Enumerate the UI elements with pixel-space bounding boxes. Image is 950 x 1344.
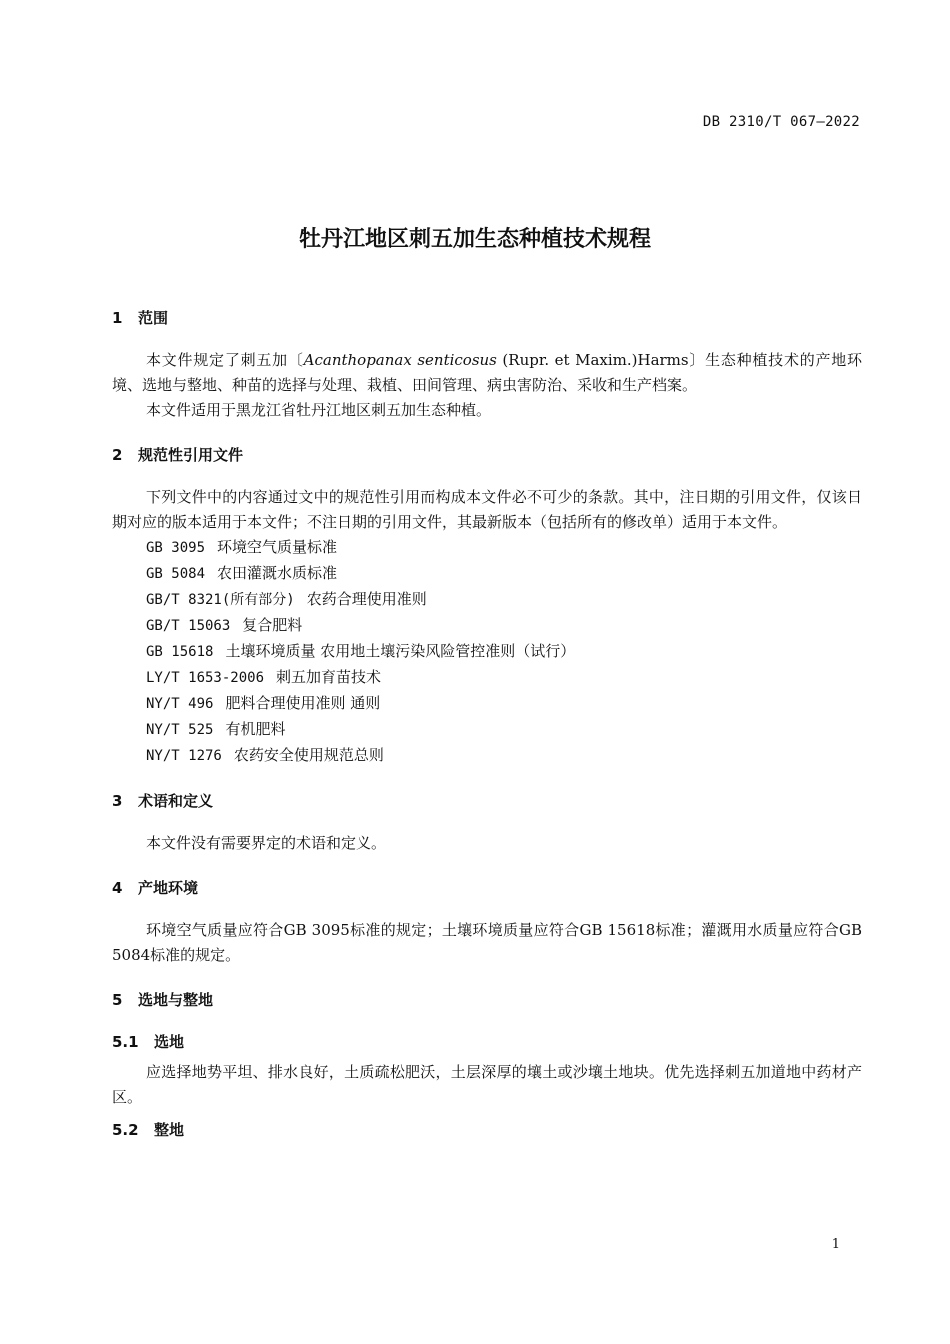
paragraph — [112, 348, 862, 398]
reference-item — [112, 613, 862, 639]
reference-code: GB/T 8321(所有部分) — [146, 592, 295, 608]
section-number: 5 — [112, 991, 123, 1009]
paragraph-text: 本文件规定了刺五加〔 — [146, 351, 304, 369]
page-number: 1 — [831, 1237, 840, 1252]
document-body — [112, 300, 862, 1148]
paragraph: 环境空气质量应符合GB 3095标准的规定；土壤环境质量应符合GB 15618标准；灌溉用水质量应符合GB 5084标准的规定。 — [112, 921, 862, 964]
reference-name: 土壤环境质量 农用地土壤污染风险管控准则（试行） — [225, 642, 576, 660]
paragraph: 下列文件中的内容通过文中的规范性引用而构成本文件必不可少的条款。其中，注日期的引用文件，仅该日期对应的版本适用于本文件；不注日期的引用文件，其最新版本（包括所有的修改单）适用于本文件。 — [112, 488, 862, 531]
reference-name: 刺五加育苗技术 — [276, 668, 382, 686]
reference-name: 农田灌溉水质标准 — [217, 564, 338, 582]
subsection-title: 整地 — [154, 1121, 185, 1139]
section-title: 范围 — [138, 309, 169, 327]
reference-name: 有机肥料 — [225, 720, 286, 738]
reference-name: 环境空气质量标准 — [217, 538, 338, 556]
paragraph: 本文件没有需要界定的术语和定义。 — [146, 834, 387, 852]
section-title: 规范性引用文件 — [138, 446, 244, 464]
paragraph: 本文件适用于黑龙江省牡丹江地区刺五加生态种植。 — [146, 401, 492, 419]
subsection-number: 5.2 — [112, 1121, 139, 1139]
document-title: 牡丹江地区刺五加生态种植技术规程 — [298, 227, 651, 252]
latin-name: Acanthopanax senticosus — [303, 351, 497, 369]
section-title: 产地环境 — [138, 879, 199, 897]
section-heading-5 — [112, 988, 862, 1012]
reference-name: 复合肥料 — [242, 616, 303, 634]
section-heading-4 — [112, 876, 862, 900]
reference-name: 农药安全使用规范总则 — [233, 746, 384, 764]
reference-item — [112, 717, 862, 743]
reference-code: GB 5084 — [146, 566, 206, 582]
section-heading-2 — [112, 443, 862, 467]
subsection-heading-5-2 — [112, 1118, 862, 1142]
reference-code: NY/T 496 — [146, 696, 214, 712]
reference-name: 农药合理使用准则 — [306, 590, 427, 608]
reference-item — [112, 561, 862, 587]
subsection-heading-5-1 — [112, 1030, 862, 1054]
standard-code: DB 2310/T 067—2022 — [702, 114, 860, 130]
reference-code: NY/T 1276 — [146, 748, 222, 764]
reference-code: GB/T 15063 — [146, 618, 231, 634]
reference-code: GB 15618 — [146, 644, 214, 660]
reference-item — [112, 665, 862, 691]
paragraph-text: (Rupr. et Maxim.)Harms〕生态种植技术的产地环境、选地与整地、种苗的选择与处理、栽植、田间管理、病虫害防治、采收和生产档案。 — [112, 351, 862, 394]
subsection-title: 选地 — [154, 1033, 185, 1051]
section-number: 3 — [112, 792, 123, 810]
section-number: 1 — [112, 309, 123, 327]
reference-list — [112, 535, 862, 769]
reference-item — [112, 743, 862, 769]
section-number: 4 — [112, 879, 123, 897]
reference-item — [112, 639, 862, 665]
section-heading-1 — [112, 306, 862, 330]
reference-item — [112, 587, 862, 613]
section-title: 术语和定义 — [138, 792, 214, 810]
section-heading-3 — [112, 789, 862, 813]
reference-item — [112, 691, 862, 717]
section-number: 2 — [112, 446, 123, 464]
reference-name: 肥料合理使用准则 通则 — [225, 694, 381, 712]
reference-code: GB 3095 — [146, 540, 206, 556]
reference-code: LY/T 1653-2006 — [146, 670, 265, 686]
paragraph: 应选择地势平坦、排水良好，土质疏松肥沃，土层深厚的壤土或沙壤土地块。优先选择刺五加道地中药材产区。 — [112, 1063, 862, 1106]
reference-code: NY/T 525 — [146, 722, 214, 738]
subsection-number: 5.1 — [112, 1033, 139, 1051]
reference-item — [112, 535, 862, 561]
section-title: 选地与整地 — [138, 991, 214, 1009]
